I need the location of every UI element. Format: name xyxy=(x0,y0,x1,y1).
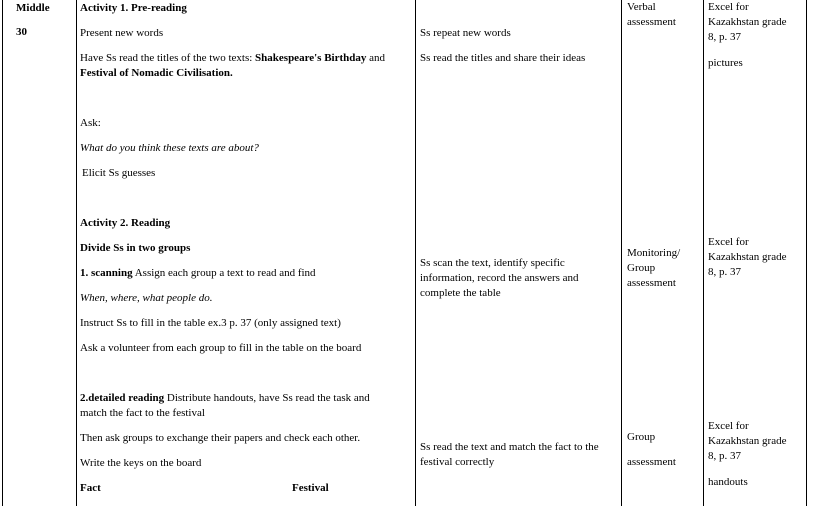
resource-2-line-2: Kazakhstan grade xyxy=(708,251,787,263)
stage-minutes: 30 xyxy=(16,26,27,38)
fact-header: Fact xyxy=(80,482,101,494)
ask-label: Ask: xyxy=(80,117,101,129)
resource-1-line-1: Excel for xyxy=(708,1,749,13)
text-2-title: Festival of Nomadic Civilisation. xyxy=(80,67,233,79)
stage-name: Middle xyxy=(16,2,50,14)
discussion-question: What do you think these texts are about? xyxy=(80,142,259,154)
border-left xyxy=(2,0,3,506)
border-right xyxy=(806,0,807,506)
detailed-reading-task: 2.detailed reading Distribute handouts, have Ss read the task and xyxy=(80,392,370,404)
festival-header: Festival xyxy=(292,482,329,494)
monitoring-1: Monitoring/ xyxy=(627,247,681,259)
students-match-2: festival correctly xyxy=(420,456,495,468)
activity-2-title: Activity 2. Reading xyxy=(80,217,171,229)
verbal-assessment-2: assessment xyxy=(627,16,676,28)
border-col-stage xyxy=(76,0,77,506)
monitoring-2: Group xyxy=(627,262,656,274)
resource-1-line-2: Kazakhstan grade xyxy=(708,16,787,28)
when-where-what: When, where, what people do. xyxy=(80,292,213,304)
students-scan-3: complete the table xyxy=(420,287,501,299)
exchange-papers: Then ask groups to exchange their papers and check each other. xyxy=(80,432,361,444)
resource-3-line-3: 8, p. 37 xyxy=(708,450,741,462)
have-ss-read: Have Ss read the titles of the two texts: Shakespeare's Birthday and xyxy=(80,52,386,64)
resource-2-line-1: Excel for xyxy=(708,236,749,248)
border-col-assessment xyxy=(703,0,704,506)
scanning-label: 1. scanning xyxy=(80,267,133,279)
resource-3-line-1: Excel for xyxy=(708,420,749,432)
verbal-assessment-1: Verbal xyxy=(627,1,656,13)
ask-volunteer: Ask a volunteer from each group to fill in the table on the board xyxy=(80,342,362,354)
border-col-students xyxy=(621,0,622,506)
match-fact: match the fact to the festival xyxy=(80,407,205,419)
group-assessment-2: assessment xyxy=(627,456,676,468)
scanning-task: 1. scanning Assign each group a text to read and find xyxy=(80,267,316,279)
elicit-guesses: Elicit Ss guesses xyxy=(82,167,156,179)
monitoring-3: assessment xyxy=(627,277,676,289)
divide-groups: Divide Ss in two groups xyxy=(80,242,191,254)
group-assessment-1: Group xyxy=(627,431,656,443)
students-match-1: Ss read the text and match the fact to the xyxy=(420,441,599,453)
students-repeat: Ss repeat new words xyxy=(420,27,511,39)
students-scan-1: Ss scan the text, identify specific xyxy=(420,257,565,269)
resource-handouts: handouts xyxy=(708,476,748,488)
detailed-reading-label: 2.detailed reading xyxy=(80,392,165,404)
resource-1-line-3: 8, p. 37 xyxy=(708,31,741,43)
students-scan-2: information, record the answers and xyxy=(420,272,579,284)
instruct-table: Instruct Ss to fill in the table ex.3 p. 37 (only assigned text) xyxy=(80,317,341,329)
activity-1-title: Activity 1. Pre-reading xyxy=(80,2,187,14)
write-keys: Write the keys on the board xyxy=(80,457,202,469)
students-read-titles: Ss read the titles and share their ideas xyxy=(420,52,586,64)
text-1-title: Shakespeare's Birthday xyxy=(255,52,367,64)
resource-2-line-3: 8, p. 37 xyxy=(708,266,741,278)
resource-3-line-2: Kazakhstan grade xyxy=(708,435,787,447)
resource-pictures: pictures xyxy=(708,57,743,69)
border-col-teacher xyxy=(415,0,416,506)
present-words: Present new words xyxy=(80,27,164,39)
